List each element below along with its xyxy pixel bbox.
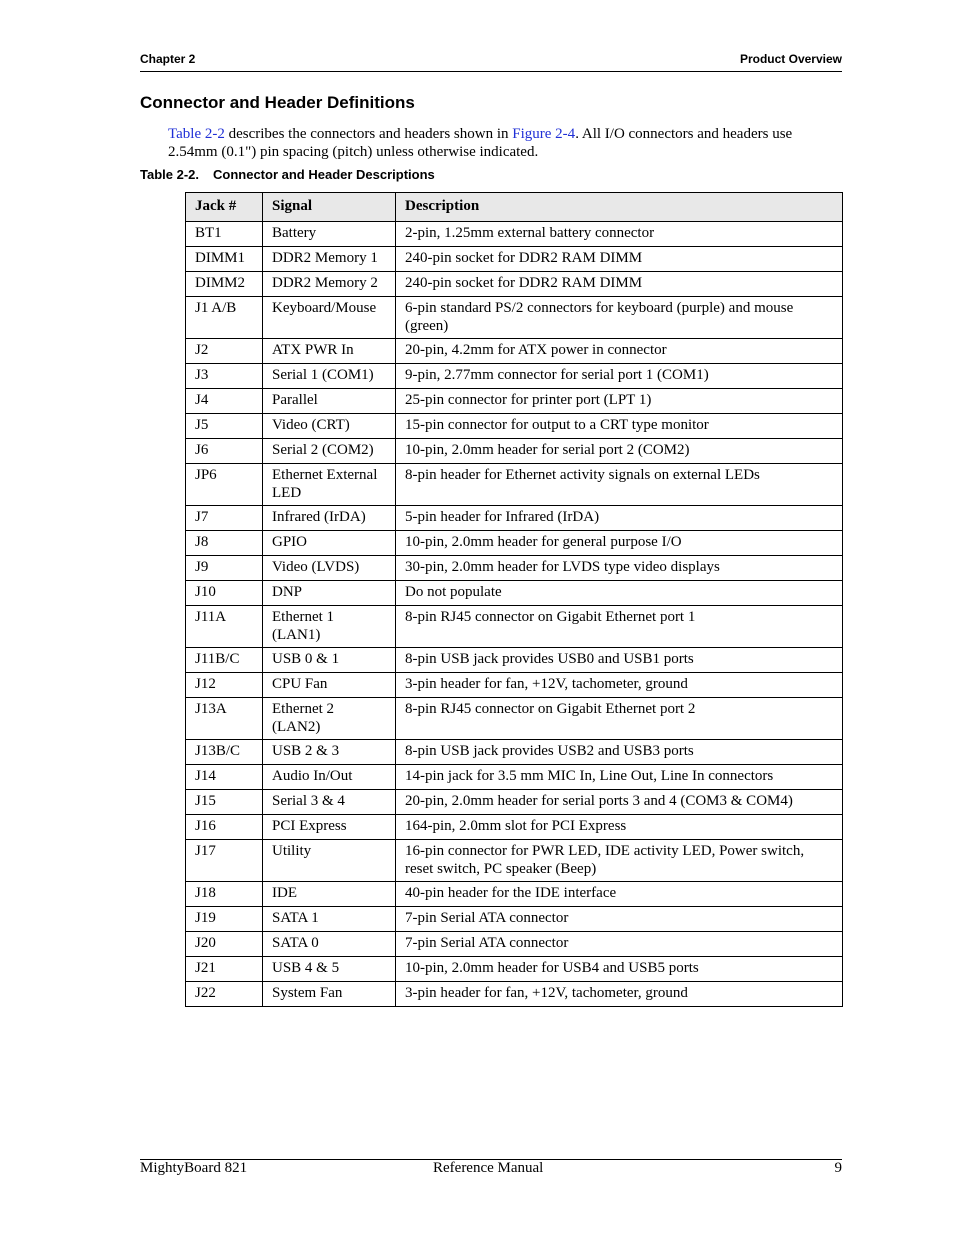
cell-description: 40-pin header for the IDE interface xyxy=(396,882,843,907)
cell-jack: J18 xyxy=(186,882,263,907)
intro-paragraph xyxy=(168,125,828,161)
cell-jack: J5 xyxy=(186,414,263,439)
cell-signal: CPU Fan xyxy=(263,673,396,698)
cell-jack: DIMM2 xyxy=(186,272,263,297)
table-row xyxy=(186,673,843,698)
cell-jack: J12 xyxy=(186,673,263,698)
cell-jack: J15 xyxy=(186,790,263,815)
table-row xyxy=(186,765,843,790)
cell-description: 8-pin RJ45 connector on Gigabit Ethernet port 2 xyxy=(396,698,843,740)
cell-signal: Ethernet 2 (LAN2) xyxy=(263,698,396,740)
cell-jack: J9 xyxy=(186,556,263,581)
cell-description: 10-pin, 2.0mm header for USB4 and USB5 ports xyxy=(396,957,843,982)
cell-jack: J19 xyxy=(186,907,263,932)
cell-description: 8-pin USB jack provides USB0 and USB1 ports xyxy=(396,648,843,673)
table-row xyxy=(186,882,843,907)
cell-description: 10-pin, 2.0mm header for general purpose I/O xyxy=(396,531,843,556)
cell-description: 5-pin header for Infrared (IrDA) xyxy=(396,506,843,531)
cell-description: 25-pin connector for printer port (LPT 1) xyxy=(396,389,843,414)
cell-jack: J16 xyxy=(186,815,263,840)
cell-jack: J4 xyxy=(186,389,263,414)
cell-signal: Serial 1 (COM1) xyxy=(263,364,396,389)
section-title: Connector and Header Definitions xyxy=(140,93,415,112)
table-row xyxy=(186,414,843,439)
cell-jack: J21 xyxy=(186,957,263,982)
cell-description: 7-pin Serial ATA connector xyxy=(396,932,843,957)
cell-signal: Utility xyxy=(263,840,396,882)
cell-signal: Keyboard/Mouse xyxy=(263,297,396,339)
table-row xyxy=(186,464,843,506)
cell-description: 8-pin RJ45 connector on Gigabit Ethernet port 1 xyxy=(396,606,843,648)
cell-jack: J3 xyxy=(186,364,263,389)
cell-description: 164-pin, 2.0mm slot for PCI Express xyxy=(396,815,843,840)
cell-description: 2-pin, 1.25mm external battery connector xyxy=(396,222,843,247)
cell-description: 3-pin header for fan, +12V, tachometer, ground xyxy=(396,673,843,698)
table-row xyxy=(186,606,843,648)
cell-description: 10-pin, 2.0mm header for serial port 2 (COM2) xyxy=(396,439,843,464)
cell-signal: Battery xyxy=(263,222,396,247)
table-row xyxy=(186,556,843,581)
cell-signal: GPIO xyxy=(263,531,396,556)
table-caption xyxy=(140,167,435,182)
table-row xyxy=(186,698,843,740)
cell-signal: ATX PWR In xyxy=(263,339,396,364)
cell-jack: JP6 xyxy=(186,464,263,506)
table-row xyxy=(186,982,843,1007)
column-header-description: Description xyxy=(396,193,843,222)
column-header-signal: Signal xyxy=(263,193,396,222)
cell-jack: J7 xyxy=(186,506,263,531)
cell-jack: J8 xyxy=(186,531,263,556)
cell-description: 30-pin, 2.0mm header for LVDS type video displays xyxy=(396,556,843,581)
table-header-row xyxy=(186,193,843,222)
intro-text-part1: describes the connectors and headers shown in xyxy=(224,126,513,142)
cell-signal: Audio In/Out xyxy=(263,765,396,790)
table-row xyxy=(186,364,843,389)
cell-description: 240-pin socket for DDR2 RAM DIMM xyxy=(396,272,843,297)
table-row xyxy=(186,531,843,556)
cell-signal: USB 2 & 3 xyxy=(263,740,396,765)
cell-jack: J13A xyxy=(186,698,263,740)
cell-description: 20-pin, 2.0mm header for serial ports 3 and 4 (COM3 & COM4) xyxy=(396,790,843,815)
cell-jack: J22 xyxy=(186,982,263,1007)
table-row xyxy=(186,957,843,982)
table-reference-link[interactable]: Table 2-2 xyxy=(168,126,225,142)
cell-description: 20-pin, 4.2mm for ATX power in connector xyxy=(396,339,843,364)
table-row xyxy=(186,222,843,247)
cell-signal: Ethernet 1 (LAN1) xyxy=(263,606,396,648)
cell-signal: USB 4 & 5 xyxy=(263,957,396,982)
header-rule xyxy=(140,71,842,72)
intro-text-part2: . All I/O connectors and headers use 2.54mm (0.1") pin spacing (pitch) unless otherwise indicated. xyxy=(168,126,793,160)
table-row xyxy=(186,389,843,414)
cell-jack: J6 xyxy=(186,439,263,464)
cell-description: 14-pin jack for 3.5 mm MIC In, Line Out, Line In connectors xyxy=(396,765,843,790)
cell-signal: Parallel xyxy=(263,389,396,414)
table-body xyxy=(186,222,843,1007)
cell-signal: USB 0 & 1 xyxy=(263,648,396,673)
cell-jack: J1 A/B xyxy=(186,297,263,339)
table-row xyxy=(186,439,843,464)
table-row xyxy=(186,297,843,339)
table-row xyxy=(186,740,843,765)
table-row xyxy=(186,840,843,882)
cell-description: 16-pin connector for PWR LED, IDE activity LED, Power switch, reset switch, PC speaker (Beep) xyxy=(396,840,843,882)
cell-jack: J17 xyxy=(186,840,263,882)
cell-jack: J2 xyxy=(186,339,263,364)
table-row xyxy=(186,815,843,840)
cell-signal: DDR2 Memory 1 xyxy=(263,247,396,272)
cell-signal: Ethernet External LED xyxy=(263,464,396,506)
cell-description: 7-pin Serial ATA connector xyxy=(396,907,843,932)
table-row xyxy=(186,581,843,606)
cell-description: 15-pin connector for output to a CRT type monitor xyxy=(396,414,843,439)
table-row xyxy=(186,339,843,364)
cell-signal: PCI Express xyxy=(263,815,396,840)
footer-manual-title: Reference Manual xyxy=(433,1160,544,1176)
footer-product-name: MightyBoard 821 xyxy=(140,1160,248,1176)
table-row xyxy=(186,932,843,957)
table-row xyxy=(186,790,843,815)
table-row xyxy=(186,247,843,272)
cell-jack: J13B/C xyxy=(186,740,263,765)
cell-description: 8-pin USB jack provides USB2 and USB3 ports xyxy=(396,740,843,765)
table-row xyxy=(186,506,843,531)
cell-signal: Serial 2 (COM2) xyxy=(263,439,396,464)
cell-description: 3-pin header for fan, +12V, tachometer, ground xyxy=(396,982,843,1007)
cell-description: 240-pin socket for DDR2 RAM DIMM xyxy=(396,247,843,272)
cell-jack: DIMM1 xyxy=(186,247,263,272)
running-header-section: Product Overview xyxy=(739,52,842,66)
running-header-chapter: Chapter 2 xyxy=(140,52,196,66)
cell-signal: Video (LVDS) xyxy=(263,556,396,581)
table-caption-title: Connector and Header Descriptions xyxy=(213,167,435,182)
cell-signal: SATA 0 xyxy=(263,932,396,957)
cell-signal: Serial 3 & 4 xyxy=(263,790,396,815)
table-caption-number: Table 2-2. xyxy=(140,167,200,182)
figure-reference-link[interactable]: Figure 2-4 xyxy=(512,126,576,142)
column-header-jack: Jack # xyxy=(186,193,263,222)
cell-signal: DDR2 Memory 2 xyxy=(263,272,396,297)
cell-signal: DNP xyxy=(263,581,396,606)
footer-page-number: 9 xyxy=(834,1160,842,1176)
cell-description: 8-pin header for Ethernet activity signals on external LEDs xyxy=(396,464,843,506)
cell-jack: J10 xyxy=(186,581,263,606)
cell-description: 9-pin, 2.77mm connector for serial port 1 (COM1) xyxy=(396,364,843,389)
table-row xyxy=(186,907,843,932)
cell-jack: J20 xyxy=(186,932,263,957)
cell-description: 6-pin standard PS/2 connectors for keyboard (purple) and mouse (green) xyxy=(396,297,843,339)
cell-description: Do not populate xyxy=(396,581,843,606)
cell-jack: J11B/C xyxy=(186,648,263,673)
cell-signal: IDE xyxy=(263,882,396,907)
connector-table xyxy=(185,192,843,1007)
cell-signal: System Fan xyxy=(263,982,396,1007)
cell-signal: Infrared (IrDA) xyxy=(263,506,396,531)
cell-signal: Video (CRT) xyxy=(263,414,396,439)
cell-jack: J14 xyxy=(186,765,263,790)
cell-jack: J11A xyxy=(186,606,263,648)
cell-signal: SATA 1 xyxy=(263,907,396,932)
cell-jack: BT1 xyxy=(186,222,263,247)
table-row xyxy=(186,648,843,673)
table-row xyxy=(186,272,843,297)
